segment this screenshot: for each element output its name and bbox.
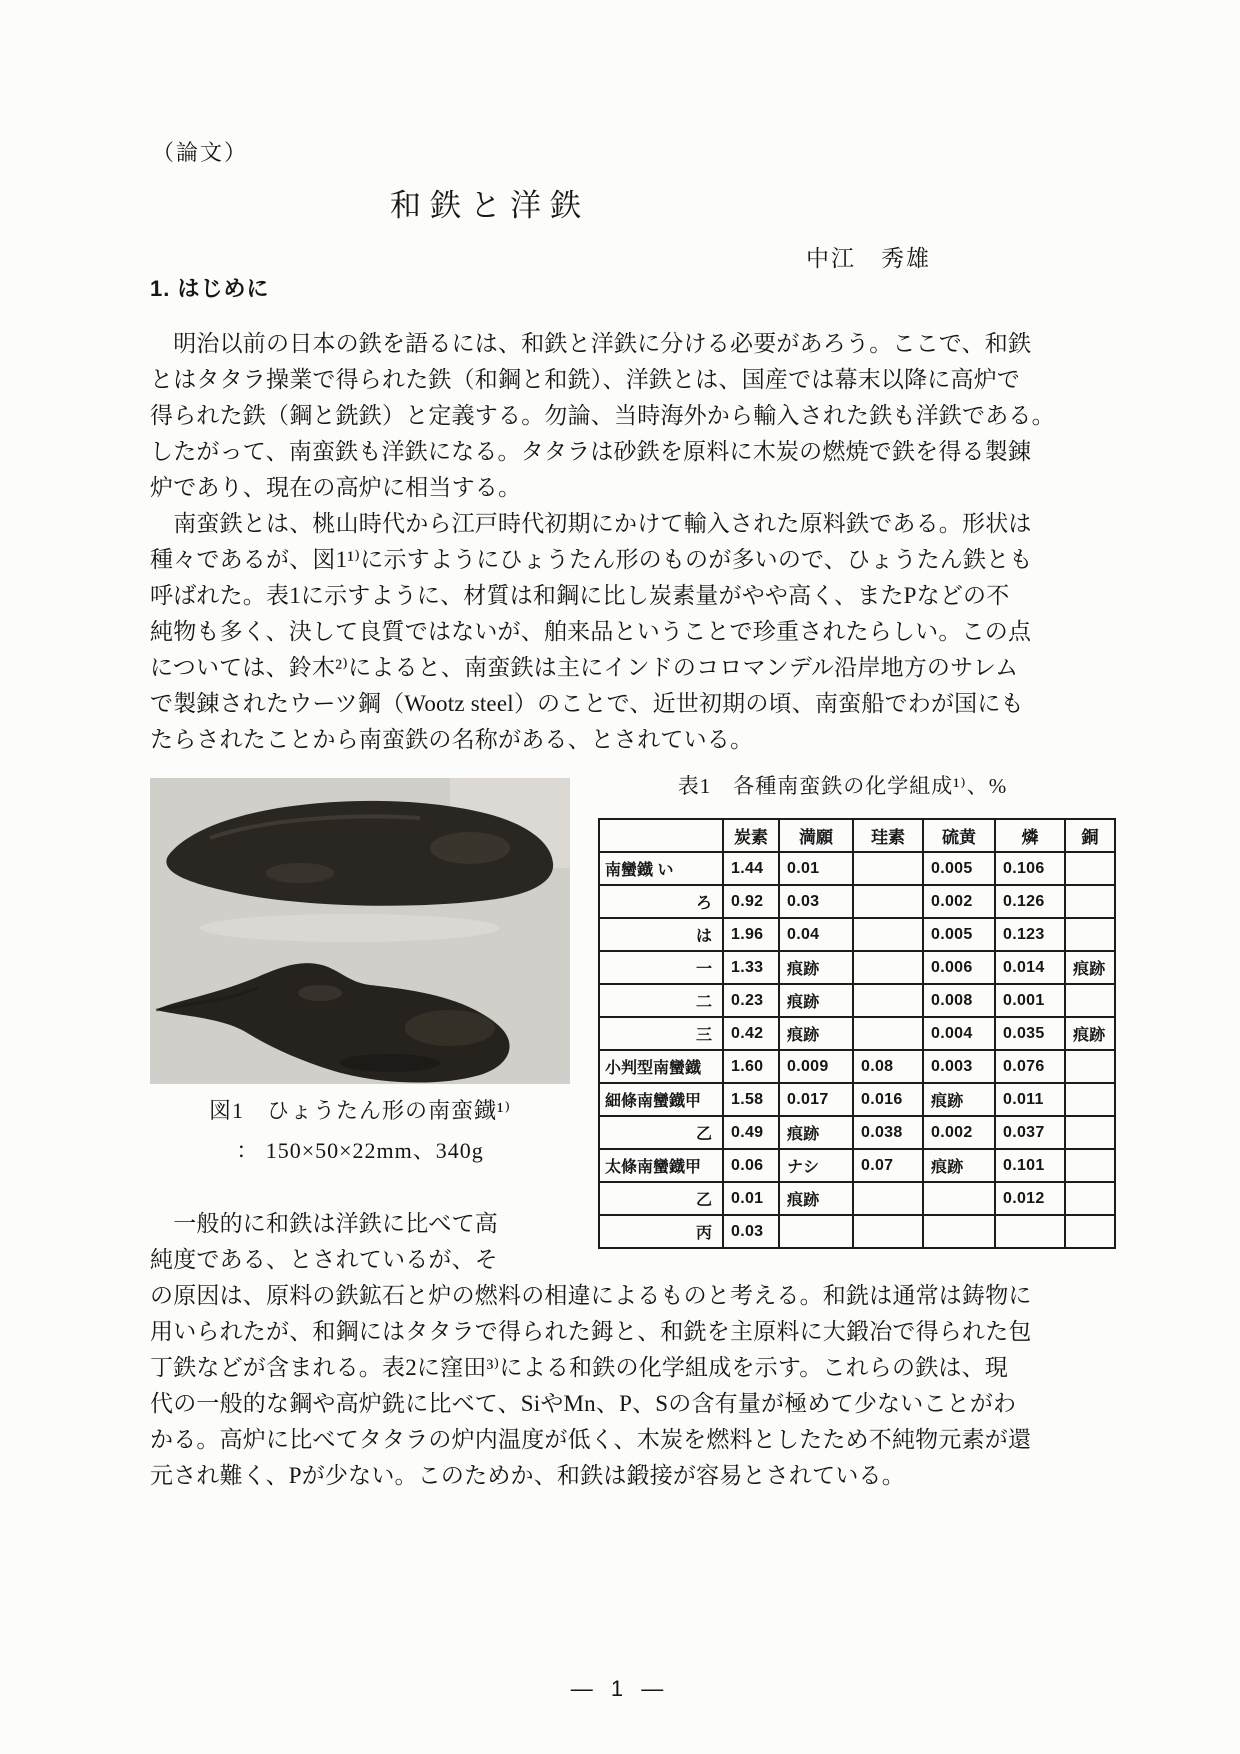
text-line: したがって、南蛮鉄も洋鉄になる。タタラは砂鉄を原料に木炭の燃焼で鉄を得る製錬: [150, 439, 1032, 464]
table-row: [599, 1017, 1115, 1050]
table-cell: 痕跡: [1065, 1017, 1115, 1050]
text-line: 一般的に和鉄は洋鉄に比べて高: [150, 1211, 498, 1236]
table-row-label: 乙: [599, 1116, 723, 1149]
table-cell: 1.58: [723, 1083, 779, 1116]
table-row: [599, 984, 1115, 1017]
table-cell: 痕跡: [923, 1083, 995, 1116]
table-row-label: は: [599, 918, 723, 951]
table-cell: [853, 1017, 923, 1050]
text-line: 炉であり、現在の高炉に相当する。: [150, 475, 522, 500]
table-cell: [1065, 1182, 1115, 1215]
table-cell: [853, 852, 923, 885]
table1-composition: [598, 818, 1116, 1249]
table-cell: [1065, 1050, 1115, 1083]
table-cell: 0.03: [723, 1215, 779, 1248]
table-cell: 0.001: [995, 984, 1065, 1017]
table1-corner-cell: [599, 819, 723, 852]
table-row-label: 一: [599, 951, 723, 984]
text-line: 元され難く、Pが少ない。このためか、和鉄は鍛接が容易とされている。: [150, 1463, 905, 1488]
table-cell: 0.01: [779, 852, 853, 885]
table-cell: [1065, 918, 1115, 951]
table-row: [599, 918, 1115, 951]
text-line: とはタタラ操業で得られた鉄（和鋼と和銑）、洋鉄とは、国産では幕末以降に高炉で: [150, 367, 1021, 392]
figure1-photo: [150, 778, 570, 1084]
table1-column-header: 炭素: [723, 819, 779, 852]
table-row: [599, 1215, 1115, 1248]
table-cell: 1.96: [723, 918, 779, 951]
figure1-caption-line1: 図1 ひょうたん形の南蛮鐡¹⁾: [209, 1098, 511, 1123]
table-cell: [1065, 885, 1115, 918]
table-row-label: 丙: [599, 1215, 723, 1248]
table-cell: 0.009: [779, 1050, 853, 1083]
table-cell: 0.123: [995, 918, 1065, 951]
table-cell: 0.04: [779, 918, 853, 951]
table-cell: [853, 918, 923, 951]
table-row: [599, 951, 1115, 984]
text-line: で製錬されたウーツ鋼（Wootz steel）のことで、近世初期の頃、南蛮船でわが国にも: [150, 691, 1024, 716]
table-row-label: 二: [599, 984, 723, 1017]
text-line: 代の一般的な鋼や高炉銑に比べて、SiやMn、P、Sの含有量が極めて少ないことがわ: [150, 1391, 1017, 1416]
paper-title: 和鉄と洋鉄: [390, 188, 590, 223]
text-line: の原因は、原料の鉄鉱石と炉の燃料の相違によるものと考える。和銑は通常は鋳物に: [150, 1283, 1032, 1308]
table-cell: [1065, 1083, 1115, 1116]
table-cell: 0.012: [995, 1182, 1065, 1215]
table-cell: [1065, 1149, 1115, 1182]
table-cell: 0.005: [923, 852, 995, 885]
table1-column-header: 銅: [1065, 819, 1115, 852]
figure1-caption-line2: ： 150×50×22mm、340g: [236, 1138, 484, 1163]
table-cell: 痕跡: [1065, 951, 1115, 984]
author-name: 中江 秀雄: [806, 246, 931, 271]
page-number: — 1 —: [570, 1676, 670, 1701]
table-cell: 痕跡: [779, 984, 853, 1017]
text-line: 純物も多く、決して良質ではないが、舶来品ということで珍重されたらしい。この点: [150, 619, 1032, 644]
table-cell: 0.006: [923, 951, 995, 984]
table-row: [599, 1182, 1115, 1215]
text-line: 南蛮鉄とは、桃山時代から江戸時代初期にかけて輸入された原料鉄である。形状は: [150, 511, 1032, 536]
table-cell: [853, 1215, 923, 1248]
table-cell: [1065, 1116, 1115, 1149]
table-cell: 0.06: [723, 1149, 779, 1182]
table-cell: 0.101: [995, 1149, 1065, 1182]
table-cell: 0.017: [779, 1083, 853, 1116]
table1-column-header: 燐: [995, 819, 1065, 852]
table-cell: [779, 1215, 853, 1248]
text-line: 純度である、とされているが、そ: [150, 1247, 498, 1272]
text-line: 種々であるが、図1¹⁾に示すようにひょうたん形のものが多いので、ひょうたん鉄とも: [150, 547, 1033, 572]
table-cell: [923, 1182, 995, 1215]
table-row: [599, 885, 1115, 918]
table-row: [599, 1083, 1115, 1116]
table-cell: 痕跡: [923, 1149, 995, 1182]
text-line: かる。高炉に比べてタタラの炉内温度が低く、木炭を燃料としたため不純物元素が還: [150, 1427, 1032, 1452]
text-line: 得られた鉄（鋼と銑鉄）と定義する。勿論、当時海外から輸入された鉄も洋鉄である。: [150, 403, 1055, 428]
table-row: [599, 1149, 1115, 1182]
table-cell: 1.33: [723, 951, 779, 984]
table-row-label: ろ: [599, 885, 723, 918]
table-row-label: 太條南蠻鐡甲: [599, 1149, 723, 1182]
table-row: [599, 1116, 1115, 1149]
table-cell: 0.08: [853, 1050, 923, 1083]
table-cell: 痕跡: [779, 1182, 853, 1215]
table-cell: [853, 984, 923, 1017]
table-row-label: 南蠻鐡 い: [599, 852, 723, 885]
table-cell: 0.003: [923, 1050, 995, 1083]
table-cell: 0.076: [995, 1050, 1065, 1083]
table-cell: 痕跡: [779, 1116, 853, 1149]
table1-column-header: 満願: [779, 819, 853, 852]
table-cell: 0.014: [995, 951, 1065, 984]
paragraph-3-left: [150, 1206, 610, 1278]
table-cell: [853, 951, 923, 984]
table-cell: [1065, 852, 1115, 885]
table-cell: 1.44: [723, 852, 779, 885]
table-cell: 痕跡: [779, 951, 853, 984]
table1-column-header: 硫黄: [923, 819, 995, 852]
table1-header-row: [599, 819, 1115, 852]
table-row-label: 乙: [599, 1182, 723, 1215]
gourd-iron-photo-illustration: [150, 778, 570, 1084]
table-cell: 0.016: [853, 1083, 923, 1116]
table-row-label: 小判型南蠻鐡: [599, 1050, 723, 1083]
table-cell: 0.011: [995, 1083, 1065, 1116]
section-heading: 1. はじめに: [150, 276, 270, 301]
table-row: [599, 1050, 1115, 1083]
table1-column-header: 珪素: [853, 819, 923, 852]
table1-body: [599, 852, 1115, 1248]
text-line: 呼ばれた。表1に示すように、材質は和鋼に比し炭素量がやや高く、またPなどの不: [150, 583, 1010, 608]
table-cell: 0.42: [723, 1017, 779, 1050]
table-row-label: 三: [599, 1017, 723, 1050]
table-cell: 0.106: [995, 852, 1065, 885]
table-cell: 0.49: [723, 1116, 779, 1149]
table-cell: [1065, 984, 1115, 1017]
paragraph-1: [150, 326, 1135, 506]
table-cell: 0.037: [995, 1116, 1065, 1149]
text-line: については、鈴木²⁾によると、南蛮鉄は主にインドのコロマンデル沿岸地方のサレム: [150, 655, 1019, 680]
table-cell: 0.126: [995, 885, 1065, 918]
table-cell: 0.92: [723, 885, 779, 918]
table-cell: 0.002: [923, 885, 995, 918]
text-line: 用いられたが、和鋼にはタタラで得られた鉧と、和銑を主原料に大鍛冶で得られた包: [150, 1319, 1032, 1344]
table-cell: 0.01: [723, 1182, 779, 1215]
table-cell: 0.03: [779, 885, 853, 918]
table-cell: 0.005: [923, 918, 995, 951]
table-cell: 0.035: [995, 1017, 1065, 1050]
text-line: たらされたことから南蛮鉄の名称がある、とされている。: [150, 727, 754, 752]
table-row: [599, 852, 1115, 885]
paragraph-2: [150, 506, 1135, 758]
table-cell: ナシ: [779, 1149, 853, 1182]
doc-type-label: （論文）: [152, 140, 249, 165]
table-cell: 痕跡: [779, 1017, 853, 1050]
table-cell: [1065, 1215, 1115, 1248]
table-cell: 1.60: [723, 1050, 779, 1083]
table-cell: 0.004: [923, 1017, 995, 1050]
text-line: 明治以前の日本の鉄を語るには、和鉄と洋鉄に分ける必要があろう。ここで、和鉄: [150, 331, 1032, 356]
table-cell: 0.07: [853, 1149, 923, 1182]
table-cell: 0.23: [723, 984, 779, 1017]
table-cell: [853, 885, 923, 918]
table1-caption: 表1 各種南蛮鉄の化学組成¹⁾、%: [677, 774, 1008, 798]
paragraph-3-full: [150, 1278, 1135, 1494]
table-cell: [923, 1215, 995, 1248]
text-line: 丁鉄などが含まれる。表2に窪田³⁾による和鉄の化学組成を示す。これらの鉄は、現: [150, 1355, 1009, 1380]
table-cell: 0.002: [923, 1116, 995, 1149]
table-cell: [853, 1182, 923, 1215]
table-cell: 0.038: [853, 1116, 923, 1149]
table-cell: [995, 1215, 1065, 1248]
table-row-label: 細條南蠻鐡甲: [599, 1083, 723, 1116]
table-cell: 0.008: [923, 984, 995, 1017]
